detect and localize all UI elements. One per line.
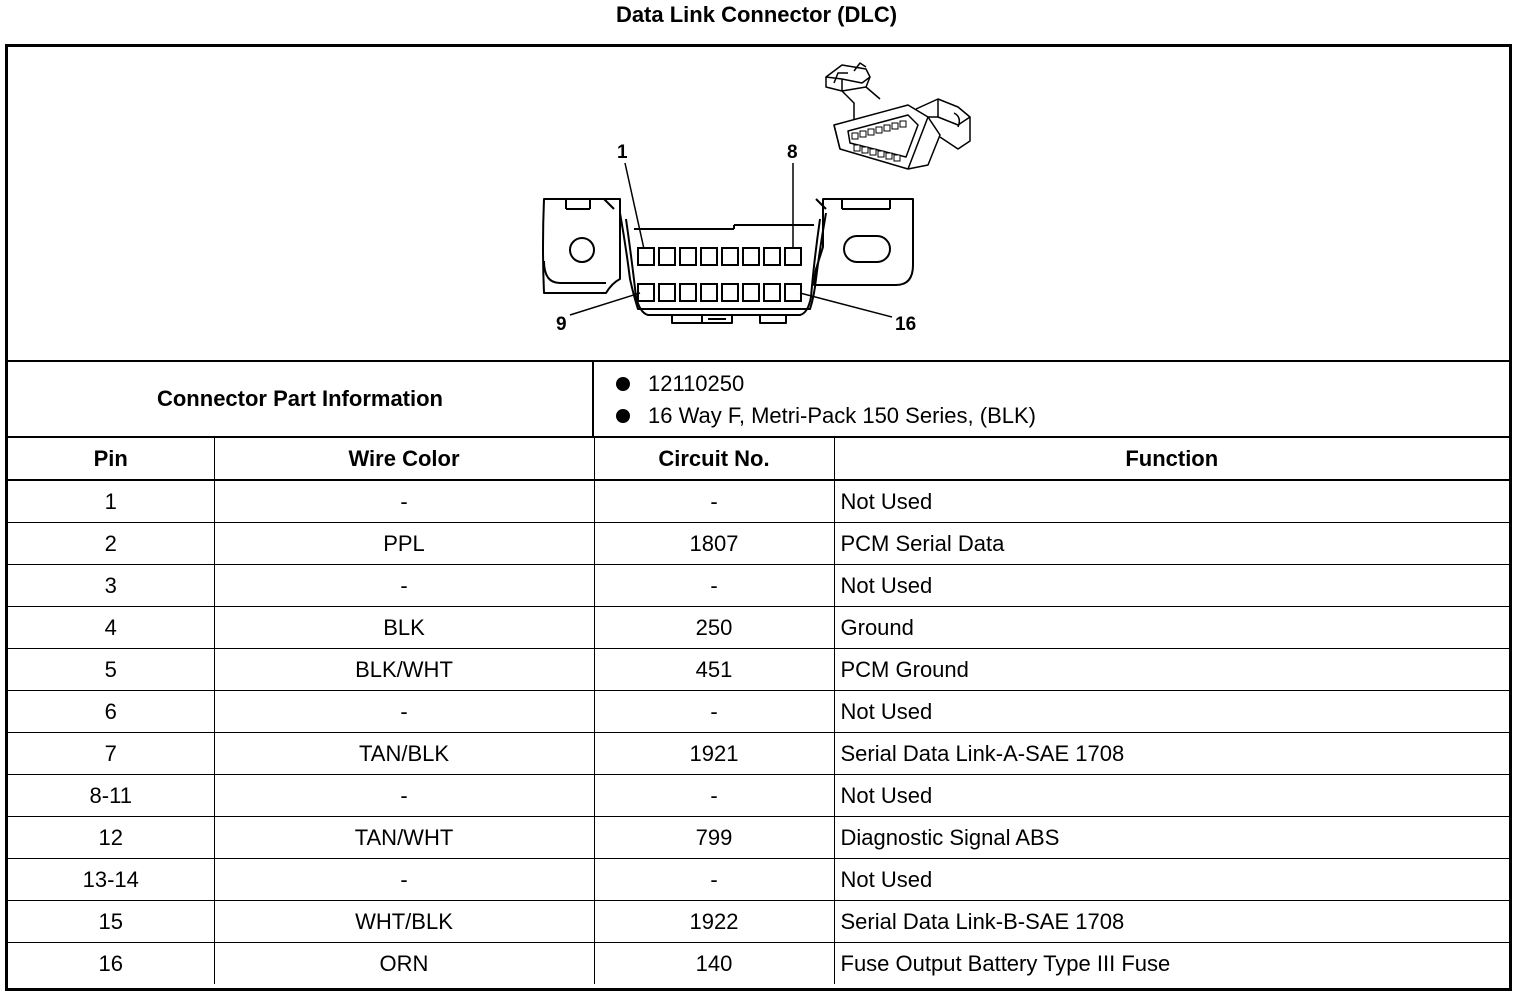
pin-label-9: 9 (556, 314, 567, 335)
cell-wire-color: WHT/BLK (214, 901, 594, 943)
cell-circuit: - (594, 565, 834, 607)
connector-3d-view (826, 63, 970, 169)
cell-function: Not Used (834, 859, 1509, 901)
table-row (8, 901, 1509, 943)
table-row (8, 523, 1509, 565)
connector-part-information (8, 362, 1509, 438)
table-row (8, 565, 1509, 607)
header-pin: Pin (8, 438, 214, 480)
table-row (8, 943, 1509, 985)
cell-pin: 1 (8, 480, 214, 523)
part-info-item (594, 400, 1494, 432)
cell-wire-color: BLK (214, 607, 594, 649)
cell-circuit: 799 (594, 817, 834, 859)
table-row (8, 775, 1509, 817)
cell-wire-color: TAN/BLK (214, 733, 594, 775)
page-title: Data Link Connector (DLC) (615, 2, 898, 27)
cell-wire-color: - (214, 775, 594, 817)
cell-wire-color: - (214, 565, 594, 607)
cell-circuit: 451 (594, 649, 834, 691)
cell-circuit: 1807 (594, 523, 834, 565)
cell-pin: 15 (8, 901, 214, 943)
pin-label-8: 8 (787, 142, 798, 163)
part-info-label: Connector Part Information (8, 362, 594, 436)
cell-circuit: 1922 (594, 901, 834, 943)
table-row (8, 817, 1509, 859)
table-row (8, 733, 1509, 775)
pin-cavities (638, 248, 801, 301)
table-row (8, 859, 1509, 901)
part-number: 12110250 (648, 371, 745, 396)
cell-circuit: - (594, 480, 834, 523)
cell-function: Not Used (834, 775, 1509, 817)
header-circuit: Circuit No. (594, 438, 834, 480)
cell-function: Ground (834, 607, 1509, 649)
table-row (8, 649, 1509, 691)
cell-circuit: 250 (594, 607, 834, 649)
pinout-table (8, 438, 1509, 984)
cell-circuit: 140 (594, 943, 834, 985)
table-row (8, 691, 1509, 733)
cell-wire-color: ORN (214, 943, 594, 985)
cell-wire-color: - (214, 691, 594, 733)
cell-function: Not Used (834, 565, 1509, 607)
cell-pin: 6 (8, 691, 214, 733)
cell-function: Not Used (834, 480, 1509, 523)
cell-circuit: - (594, 775, 834, 817)
bullet-icon (616, 409, 630, 423)
cell-function: Serial Data Link-A-SAE 1708 (834, 733, 1509, 775)
part-info-list (594, 368, 1494, 432)
cell-pin: 7 (8, 733, 214, 775)
cell-wire-color: BLK/WHT (214, 649, 594, 691)
cell-pin: 4 (8, 607, 214, 649)
cell-circuit: - (594, 859, 834, 901)
cell-function: PCM Serial Data (834, 523, 1509, 565)
cell-pin: 5 (8, 649, 214, 691)
table-row (8, 607, 1509, 649)
cell-pin: 12 (8, 817, 214, 859)
dlc-connector-drawing (8, 47, 1509, 360)
cell-function: Diagnostic Signal ABS (834, 817, 1509, 859)
cell-function: Serial Data Link-B-SAE 1708 (834, 901, 1509, 943)
connector-diagram (8, 47, 1509, 362)
table-row (8, 480, 1509, 523)
pin-label-16: 16 (895, 314, 917, 335)
bullet-icon (616, 377, 630, 391)
cell-circuit: - (594, 691, 834, 733)
cell-pin: 16 (8, 943, 214, 985)
part-description: 16 Way F, Metri-Pack 150 Series, (BLK) (648, 403, 1036, 428)
cell-pin: 8-11 (8, 775, 214, 817)
header-function: Function (834, 438, 1509, 480)
cell-function: PCM Ground (834, 649, 1509, 691)
cell-function: Fuse Output Battery Type III Fuse (834, 943, 1509, 985)
connector-info-frame (5, 44, 1512, 991)
cell-wire-color: - (214, 859, 594, 901)
cell-pin: 3 (8, 565, 214, 607)
cell-pin: 2 (8, 523, 214, 565)
cell-circuit: 1921 (594, 733, 834, 775)
cell-wire-color: TAN/WHT (214, 817, 594, 859)
cell-function: Not Used (834, 691, 1509, 733)
header-wire-color: Wire Color (214, 438, 594, 480)
pin-label-1: 1 (617, 142, 628, 163)
table-header-row (8, 438, 1509, 480)
cell-wire-color: - (214, 480, 594, 523)
cell-wire-color: PPL (214, 523, 594, 565)
cell-pin: 13-14 (8, 859, 214, 901)
part-info-item (594, 368, 1494, 400)
